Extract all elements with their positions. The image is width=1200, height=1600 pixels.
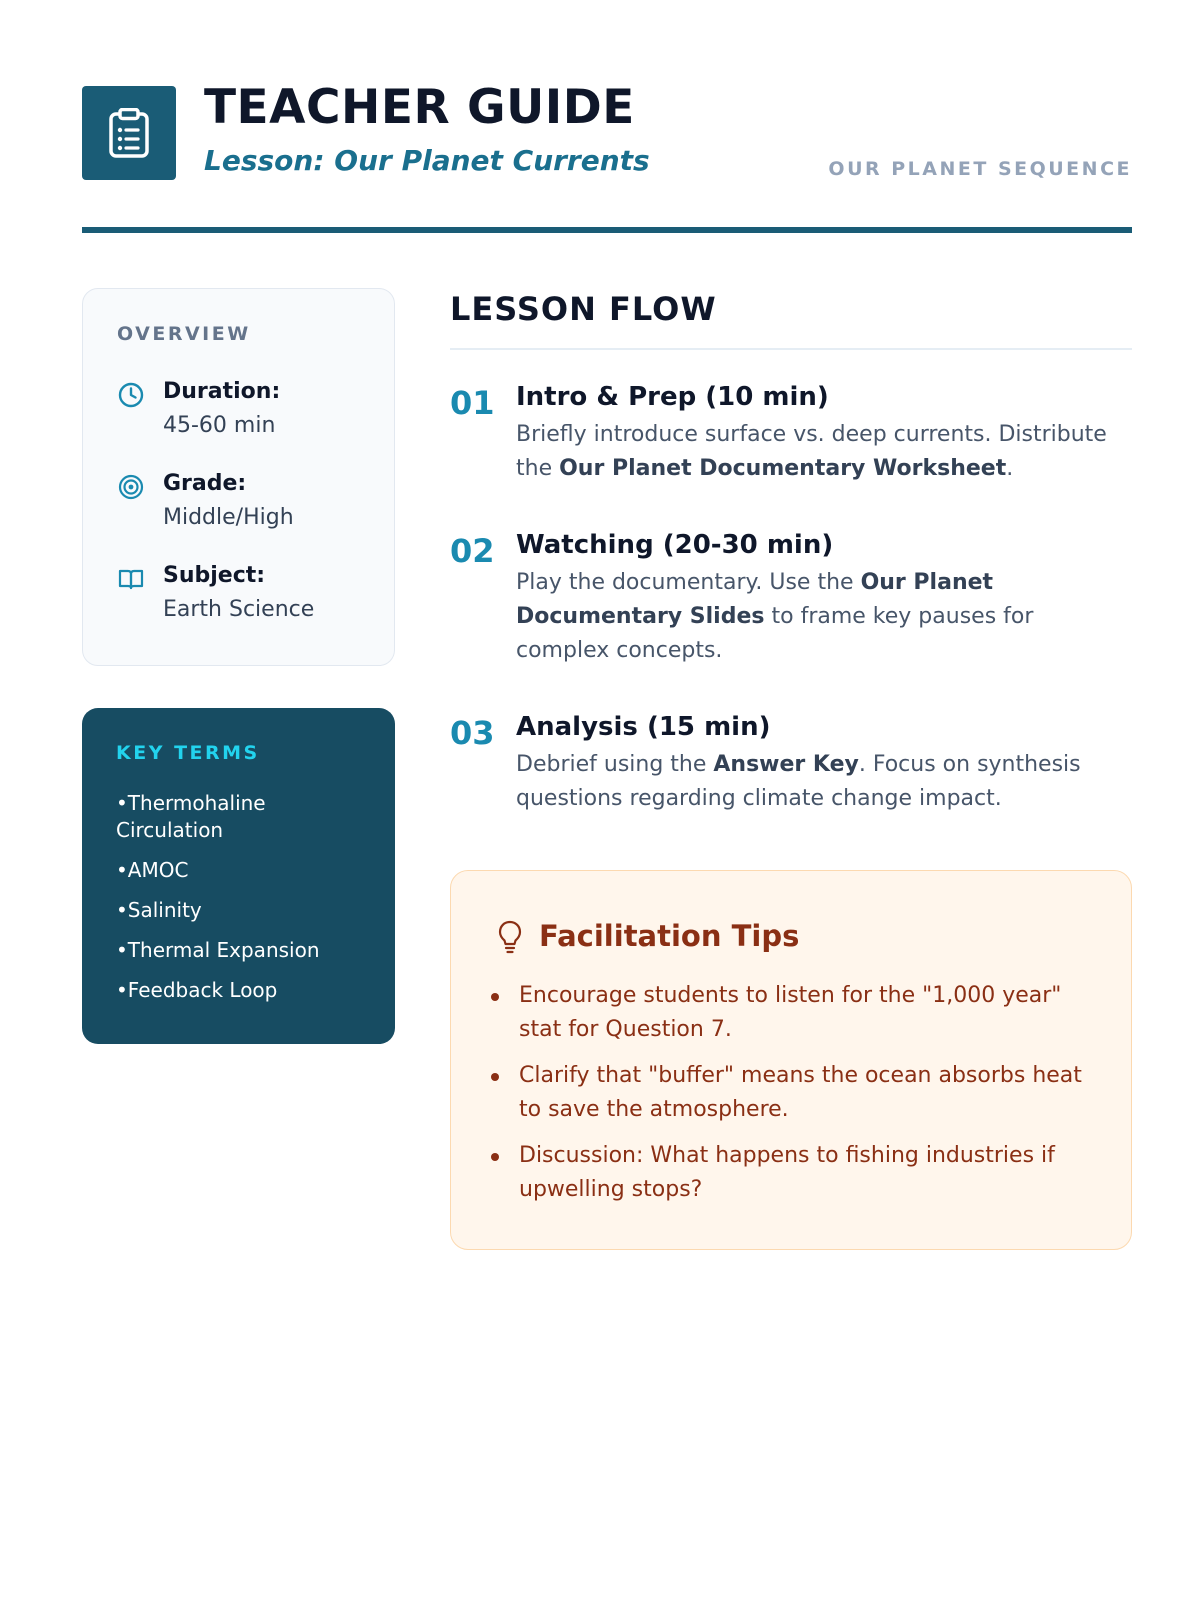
key-term: • AMOC [116,857,376,884]
key-terms-list [116,790,376,1017]
duration-value: 45-60 min [163,413,276,438]
key-terms-heading: KEY TERMS [116,742,260,764]
lesson-subtitle: Lesson: Our Planet Currents [204,144,650,177]
step-desc-text: Play the documentary. Use the [516,570,861,595]
tip-item: Clarify that "buffer" means the ocean absorbs heat to save the atmosphere. [519,1059,1109,1127]
step-number: 02 [450,532,495,570]
step-title: Watching (20-30 min) [516,530,834,560]
key-term: • Thermohaline Circulation [116,790,376,844]
tips-list [519,979,1109,1219]
overview-card [82,288,395,666]
duration-label: Duration: [163,379,281,404]
lightbulb-icon [495,919,525,955]
key-term: • Thermal Expansion [116,937,376,964]
step-desc-resource: Answer Key [713,752,859,777]
subject-label: Subject: [163,563,266,588]
step-desc-text: Briefly introduce surface vs. deep currents. Distribute the [516,422,1107,481]
tip-item: Discussion: What happens to fishing industries if upwelling stops? [519,1139,1109,1207]
page-title: TEACHER GUIDE [204,80,635,135]
step-title: Analysis (15 min) [516,712,771,742]
step-desc-text: to frame key pauses for complex concepts. [516,604,1034,663]
overview-heading: OVERVIEW [117,323,251,345]
step-desc-text: . Focus on synthesis questions regarding climate change impact. [516,752,1081,811]
clock-icon [117,381,145,409]
step-desc-text: Debrief using the [516,752,714,777]
header-divider [82,227,1132,233]
step-desc-resource: Our Planet Documentary Slides [516,570,994,629]
grade-label: Grade: [163,471,247,496]
step-description [516,418,1128,486]
subject-value: Earth Science [163,597,315,622]
facilitation-tips-card [450,870,1132,1250]
page-header [82,80,1132,182]
step-description [516,748,1128,816]
step-description [516,566,1128,668]
sequence-label: OUR PLANET SEQUENCE [828,158,1132,180]
step-number: 03 [450,714,495,752]
clipboard-list-icon [107,108,151,158]
lesson-flow-divider [450,348,1132,350]
target-icon [117,473,145,501]
tip-item: Encourage students to listen for the "1,000 year" stat for Question 7. [519,979,1109,1047]
grade-value: Middle/High [163,505,294,530]
key-terms-card [82,708,395,1044]
step-desc-resource: Our Planet Documentary Worksheet [559,456,1007,481]
key-term: • Feedback Loop [116,977,376,1004]
step-title: Intro & Prep (10 min) [516,382,829,412]
logo-badge [82,86,176,180]
key-term: • Salinity [116,897,376,924]
tips-heading: Facilitation Tips [539,919,800,953]
step-desc-text: . [1006,456,1014,481]
lesson-flow-heading: LESSON FLOW [450,290,717,328]
step-number: 01 [450,384,495,422]
book-icon [117,565,145,593]
